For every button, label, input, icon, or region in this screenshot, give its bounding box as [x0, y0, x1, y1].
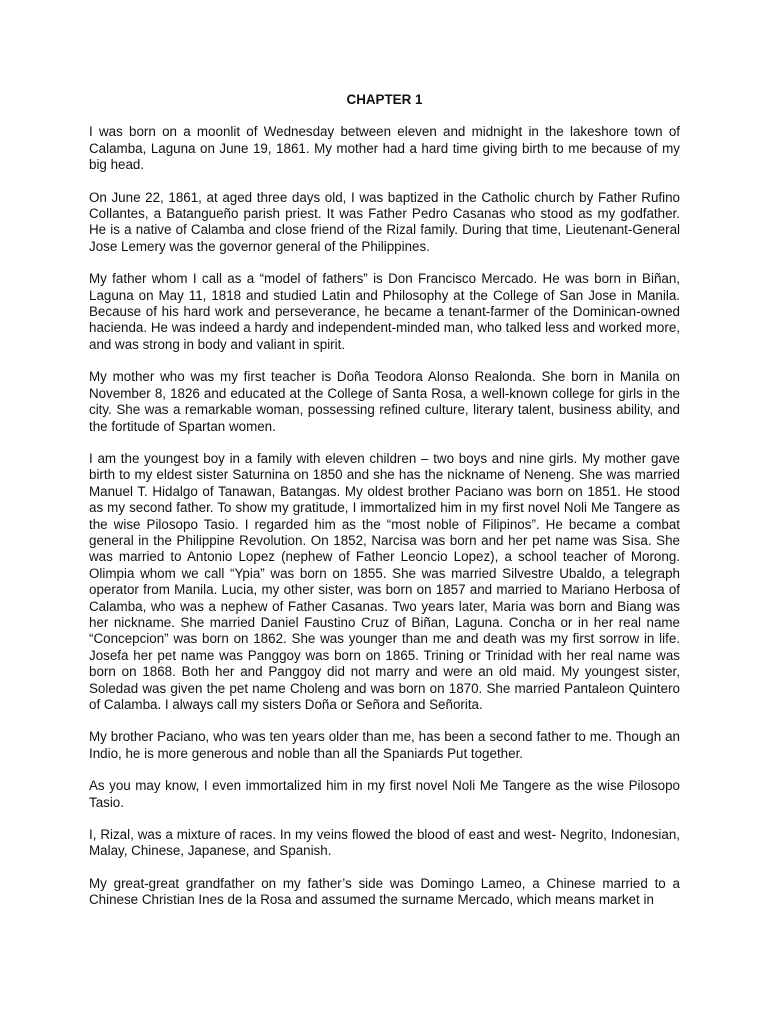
paragraph-paciano: My brother Paciano, who was ten years older than me, has been a second father to me. Though an Indio, he is more generous and noble than all the Spaniards Put together.: [89, 729, 680, 761]
paragraph-siblings: I am the youngest boy in a family with eleven children – two boys and nine girls. My mother gave birth to my eldest sister Saturnina on 1850 and she has the nickname of Neneng. She was married Manuel T. Hidalgo of Tanawan, Batangas. My oldest brother Paciano was born on 1851. He stood as my second father. To show my gratitude, I immortalized him in my first novel Noli Me Tangere as the wise Pilosopo Tasio. I regarded him as the “most noble of Filipinos”. He became a combat general in the Philippine Revolution. On 1852, Narcisa was born and her pet name was Sisa. She was married to Antonio Lopez (nephew of Father Leoncio Lopez), a school teacher of Morong. Olimpia whom we call “Ypia” was born on 1855. She was married Silvestre Ubaldo, a telegraph operator from Manila. Lucia, my other sister, was born on 1857 and married to Mariano Herbosa of Calamba, who was a nephew of Father Casanas. Two years later, Maria was born and Biang was her nickname. She married Daniel Faustino Cruz of Biñan, Laguna. Concha or in her real name “Concepcion” was born on 1862. She was younger than me and death was my first sorrow in life. Josefa her pet name was Panggoy was born on 1865. Trining or Trinidad with her real name was born on 1868. Both her and Panggoy did not marry and were an old maid. My youngest sister, Soledad was given the pet name Choleng and was born on 1870. She married Pantaleon Quintero of Calamba. I always call my sisters Doña or Señora and Señorita.: [89, 450, 680, 712]
paragraph-races: I, Rizal, was a mixture of races. In my veins flowed the blood of east and west- Negrito, Indonesian, Malay, Chinese, Japanese, and Spanish.: [89, 827, 680, 859]
paragraph-ancestry: My great-great grandfather on my father’s side was Domingo Lameo, a Chinese married to a Chinese Christian Ines de la Rosa and assumed the surname Mercado, which means market in: [89, 875, 680, 908]
chapter-title: CHAPTER 1: [346, 92, 423, 107]
paragraph-father: My father whom I call as a “model of fathers” is Don Francisco Mercado. He was born in Biñan, Laguna on May 11, 1818 and studied Latin and Philosophy at the College of San Jose in Manila. Because of his hard work and perseverance, he became a tenant-farmer of the Dominican-owned hacienda. He was indeed a hardy and independent-minded man, who talked less and worked more, and was strong in body and valiant in spirit.: [89, 271, 680, 352]
paragraph-noli: As you may know, I even immortalized him in my first novel Noli Me Tangere as the wise Pilosopo Tasio.: [89, 778, 680, 810]
paragraph-mother: My mother who was my first teacher is Doña Teodora Alonso Realonda. She born in Manila on November 8, 1826 and educated at the College of Santa Rosa, a well-known college for girls in the city. She was a remarkable woman, possessing refined culture, literary talent, business ability, and the fortitude of Spartan women.: [89, 369, 680, 434]
paragraph-baptism: On June 22, 1861, at aged three days old, I was baptized in the Catholic church by Father Rufino Collantes, a Batangueño parish priest. It was Father Pedro Casanas who stood as my godfather. He is a native of Calamba and close friend of the Rizal family. During that time, Lieutenant-General Jose Lemery was the governor general of the Philippines.: [89, 189, 680, 254]
paragraph-birth: I was born on a moonlit of Wednesday between eleven and midnight in the lakeshore town of Calamba, Laguna on June 19, 1861. My mother had a hard time giving birth to me because of my big head.: [89, 124, 680, 173]
